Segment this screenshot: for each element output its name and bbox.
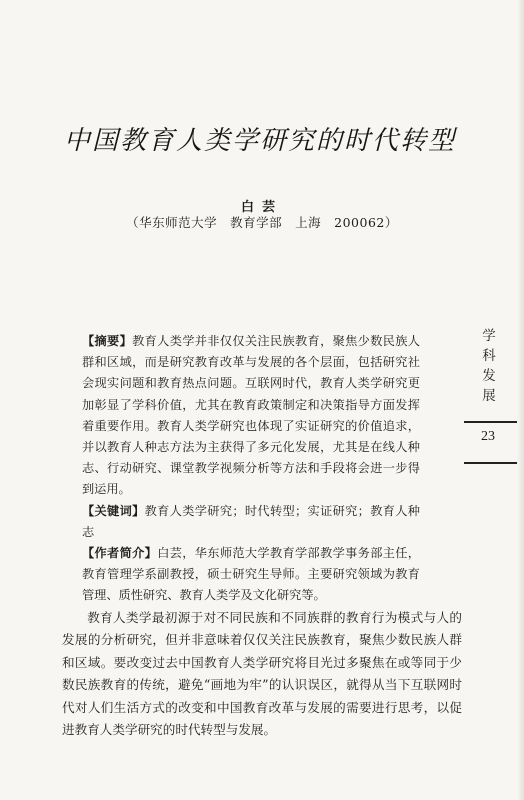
page-edge-shadow [517,0,524,800]
body-paragraph: 教育人类学最初源于对不同民族和不同族群的教育行为模式与人的发展的分析研究，但并非意味着仅仅关注民族教育，聚焦少数民族人群和区域。要改变过去中国教育人类学研究将目光过多聚焦在或等同于少数民族教育的传统，避免“画地为牢”的认识误区，就得从当下互联网时代对人们生活方式的改变和中国教育改革与发展的需要进行思考，以促进教育人类学研究的时代转型与发展。 [62,610,462,738]
author-name: 白芸 [240,200,283,215]
keywords-paragraph [82,501,420,543]
page-number: 23 [481,429,495,444]
author-intro-text: 白芸，华东师范大学教育学部教学事务部主任，教育管理学系副教授，硕士研究生导师。主要研究领域为教育管理、质性研究、教育人类学及文化研究等。 [82,546,420,603]
keywords-tag: 【关键词】 [82,503,145,518]
abstract-text: 教育人类学并非仅仅关注民族教育，聚焦少数民族人群和区域，而是研究教育改革与发展的各个层面，包括研究社会现实问题和教育热点问题。互联网时代，教育人类学研究更加彰显了学科价值，尤其在教育政策制定和决策指导方面发挥着重要作用。教育人类学研究也体现了实证研究的价值追求，并以教育人种志方法为主获得了多元化发展，尤其是在线人种志、行动研究、课堂教学视频分析等方法和手段将会进一步得到运用。 [82,334,420,497]
abstract-tag: 【摘要】 [82,334,133,348]
keywords-text: 教育人类学研究；时代转型；实证研究；教育人种志 [82,503,420,539]
author-intro-paragraph [82,543,420,607]
author-intro-tag: 【作者简介】 [82,546,158,561]
author-affiliation: （华东师范大学 教育学部 上海 200062） [126,215,398,230]
abstract-paragraph [82,331,420,501]
section-label: 学科发展 [482,328,496,404]
abstract-block [82,331,420,607]
article-title: 中国教育人类学研究的时代转型 [63,126,456,156]
page-number-rule-top [464,421,524,423]
page-number-rule-bottom [464,462,524,464]
body-text [62,607,462,741]
